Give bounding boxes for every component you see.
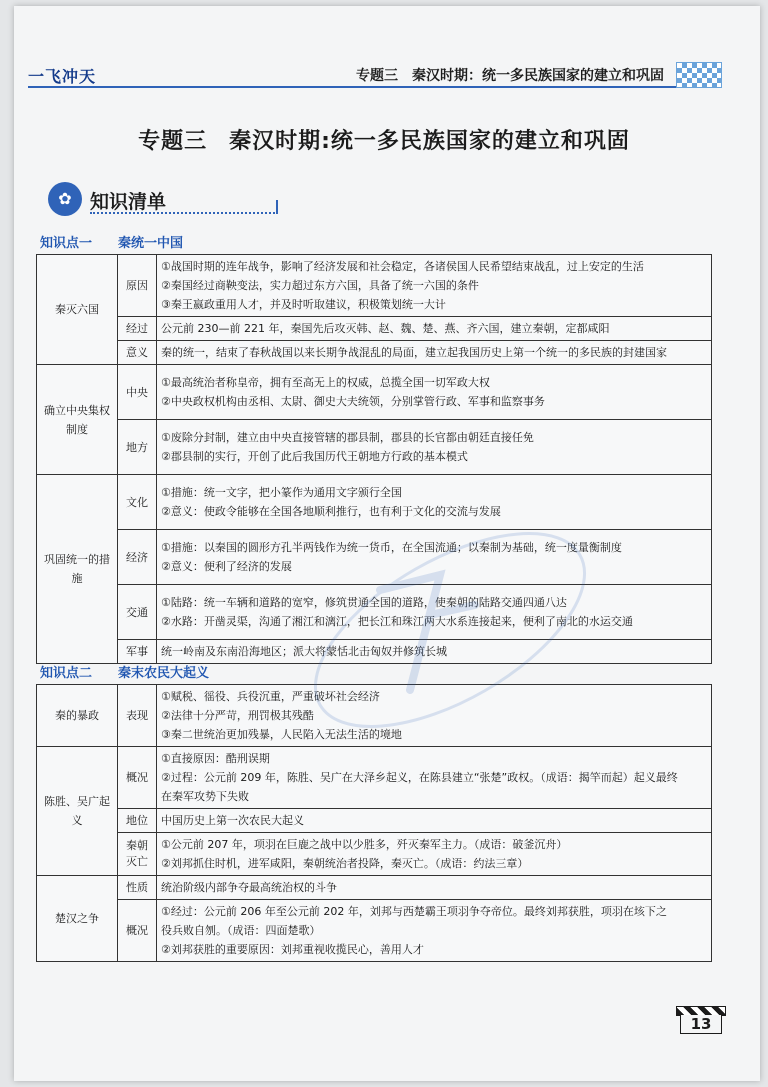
row-label: 地方: [118, 420, 157, 475]
row-content: ①废除分封制，建立由中央直接管辖的郡县制，郡县的长官都由朝廷直接任免 ②郡县制的实行，开创了此后我国历代王朝地方行政的基本模式: [157, 420, 712, 475]
row-label: 概况: [118, 747, 157, 809]
row-label: 原因: [118, 255, 157, 317]
section-1-title: 秦统一中国: [118, 236, 184, 251]
row-content: 中国历史上第一次农民大起义: [157, 809, 712, 833]
row-label: 概况: [118, 900, 157, 962]
table-row: [37, 475, 712, 530]
section-2-heading: [40, 662, 209, 681]
row-label: 性质: [118, 876, 157, 900]
page-title-text: 秦汉时期:统一多民族国家的建立和巩固: [229, 129, 630, 154]
table-row: [37, 530, 712, 585]
checker-pattern-icon: [676, 62, 722, 88]
running-header: [28, 62, 722, 88]
page-title-topic: 专题三: [138, 129, 208, 154]
section-2-title: 秦末农民大起义: [118, 666, 210, 681]
table-row: [37, 317, 712, 341]
row-label: 秦朝灭亡: [118, 833, 157, 876]
table-row: [37, 747, 712, 809]
row-label: 文化: [118, 475, 157, 530]
table-row: [37, 809, 712, 833]
table-row: [37, 341, 712, 365]
row-content: ①战国时期的连年战争，影响了经济发展和社会稳定，各诸侯国人民希望结束战乱，过上安定的生活 ②秦国经过商鞅变法，实力超过东方六国，具备了统一六国的条件 ③秦王嬴政重用人才，并及时听取建议，积极策划统一大计: [157, 255, 712, 317]
row-content: 公元前 230—前 221 年，秦国先后攻灭韩、赵、魏、楚、燕、齐六国，建立秦朝，定都咸阳: [157, 317, 712, 341]
table-row: [37, 640, 712, 664]
table-row: [37, 685, 712, 747]
row-label: 交通: [118, 585, 157, 640]
row-content: ①措施：以秦国的圆形方孔半两钱作为统一货币，在全国流通；以秦制为基础，统一度量衡制度 ②意义：便利了经济的发展: [157, 530, 712, 585]
row-content: ①赋税、徭役、兵役沉重，严重破坏社会经济 ②法律十分严苛，刑罚极其残酷 ③秦二世统治更加残暴，人民陷入无法生活的境地: [157, 685, 712, 747]
row-label: 中央: [118, 365, 157, 420]
section-1-table: [36, 254, 712, 664]
table-row: [37, 585, 712, 640]
row-label: 意义: [118, 341, 157, 365]
group-cell: 确立中央集权制度: [37, 365, 118, 475]
table-row: [37, 900, 712, 962]
group-cell: 楚汉之争: [37, 876, 118, 962]
group-cell: 巩固统一的措施: [37, 475, 118, 664]
row-label: 经济: [118, 530, 157, 585]
row-label: 军事: [118, 640, 157, 664]
table-row: [37, 876, 712, 900]
row-content: 统治阶级内部争夺最高统治权的斗争: [157, 876, 712, 900]
row-label: 地位: [118, 809, 157, 833]
knowledge-list-banner: [48, 182, 278, 216]
row-label: 经过: [118, 317, 157, 341]
group-cell: 秦的暴政: [37, 685, 118, 747]
section-2-number: 知识点二: [40, 666, 93, 681]
knowledge-list-label: 知识清单: [90, 191, 167, 213]
row-content: 统一岭南及东南沿海地区；派大将蒙恬北击匈奴并修筑长城: [157, 640, 712, 664]
table-row: [37, 255, 712, 317]
rule-end-mark: [276, 200, 278, 214]
group-cell: 陈胜、吴广起义: [37, 747, 118, 876]
table-row: [37, 365, 712, 420]
section-1-number: 知识点一: [40, 236, 93, 251]
dotted-rule: [90, 210, 278, 214]
section-2-table: [36, 684, 712, 962]
brand-logo: 一飞冲天: [28, 67, 97, 86]
row-content: ①直接原因：酷刑误期 ②过程：公元前 209 年，陈胜、吴广在大泽乡起义，在陈县建立“张楚”政权。（成语：揭竿而起）起义最终 在秦军攻势下失败: [157, 747, 712, 809]
row-content: ①公元前 207 年，项羽在巨鹿之战中以少胜多，歼灭秦军主力。（成语：破釜沉舟） ②刘邦抓住时机，进军咸阳，秦朝统治者投降，秦灭亡。（成语：约法三章）: [157, 833, 712, 876]
puzzle-icon: ✿: [48, 182, 82, 216]
row-content: ①措施：统一文字，把小篆作为通用文字颁行全国 ②意义：使政令能够在全国各地顺利推行，也有利于文化的交流与发展: [157, 475, 712, 530]
row-content: 秦的统一，结束了春秋战国以来长期争战混乱的局面，建立起我国历史上第一个统一的多民族的封建国家: [157, 341, 712, 365]
page-title: [0, 124, 768, 155]
page-number-badge: [676, 1006, 724, 1034]
table-row: [37, 420, 712, 475]
row-label: 表现: [118, 685, 157, 747]
row-content: ①经过：公元前 206 年至公元前 202 年，刘邦与西楚霸王项羽争夺帝位。最终刘邦获胜，项羽在垓下之 役兵败自刎。（成语：四面楚歌） ②刘邦获胜的重要原因：刘邦重视收揽民心，善用人才: [157, 900, 712, 962]
section-1-heading: [40, 232, 183, 251]
row-content: ①陆路：统一车辆和道路的宽窄，修筑贯通全国的道路，使秦朝的陆路交通四通八达 ②水路：开凿灵渠，沟通了湘江和漓江，把长江和珠江两大水系连接起来，便利了南北的水运交通: [157, 585, 712, 640]
header-title: 专题三 秦汉时期：统一多民族国家的建立和巩固: [356, 68, 664, 84]
table-row: [37, 833, 712, 876]
group-cell: 秦灭六国: [37, 255, 118, 365]
header-rule: [28, 86, 678, 88]
page-number: 13: [680, 1015, 722, 1034]
row-content: ①最高统治者称皇帝，拥有至高无上的权威，总揽全国一切军政大权 ②中央政权机构由丞相、太尉、御史大夫统领，分别掌管行政、军事和监察事务: [157, 365, 712, 420]
